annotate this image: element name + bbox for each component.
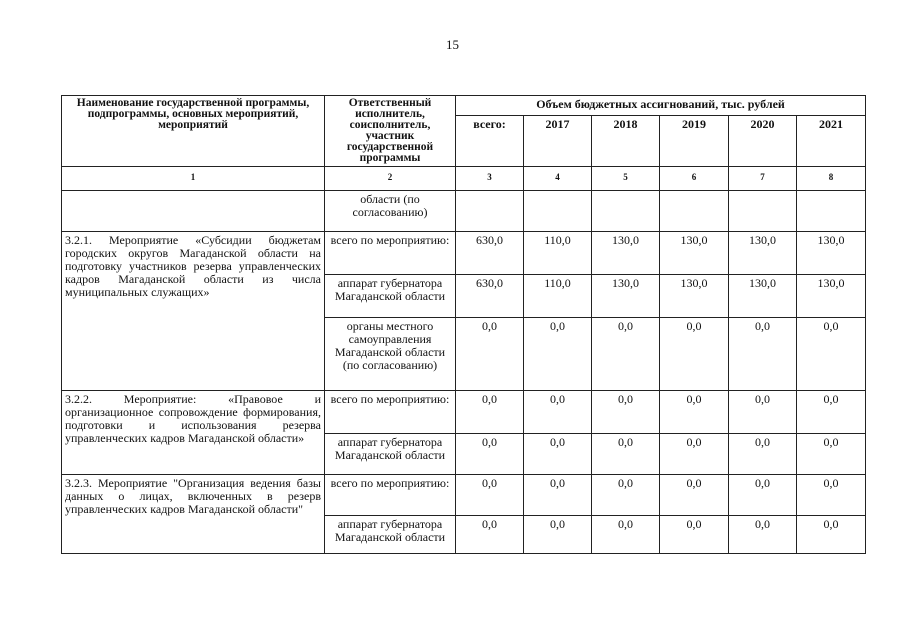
header-year-2018: 2018 xyxy=(592,115,660,166)
value-cell: 110,0 xyxy=(524,232,592,275)
value-cell: 0,0 xyxy=(797,516,866,554)
value-cell: 0,0 xyxy=(797,391,866,434)
value-cell: 0,0 xyxy=(456,318,524,391)
value-cell: 0,0 xyxy=(729,516,797,554)
value-cell: 110,0 xyxy=(524,275,592,318)
value-cell: 0,0 xyxy=(797,475,866,516)
value-cell: 130,0 xyxy=(592,275,660,318)
value-cell xyxy=(524,191,592,232)
value-cell: 0,0 xyxy=(660,475,729,516)
value-cell: 0,0 xyxy=(660,318,729,391)
column-number-row xyxy=(62,167,866,191)
responsible-cell: области (по согласованию) xyxy=(325,191,456,232)
value-cell: 0,0 xyxy=(524,475,592,516)
value-cell: 0,0 xyxy=(660,391,729,434)
value-cell: 130,0 xyxy=(797,275,866,318)
measure-cell: 3.2.2. Мероприятие: «Правовое и организационное сопровождение формирования, подготовки и использования резерва управленческих кадров Магаданской области» xyxy=(62,391,325,475)
value-cell xyxy=(660,191,729,232)
value-cell: 0,0 xyxy=(524,318,592,391)
measure-cell: 3.2.1. Мероприятие «Субсидии бюджетам городских округов Магаданской области на подготовку участников резерва управленческих кадров Магаданской области из числа муниципальных служащих» xyxy=(62,232,325,391)
value-cell: 130,0 xyxy=(592,232,660,275)
value-cell xyxy=(729,191,797,232)
value-cell: 0,0 xyxy=(524,391,592,434)
header-responsible: Ответственный исполнитель, соисполнитель, участник государственной программы xyxy=(325,96,456,167)
responsible-cell: всего по мероприятию: xyxy=(325,475,456,516)
value-cell: 630,0 xyxy=(456,232,524,275)
budget-table xyxy=(61,95,866,554)
value-cell: 0,0 xyxy=(592,318,660,391)
value-cell: 0,0 xyxy=(524,516,592,554)
value-cell: 0,0 xyxy=(592,475,660,516)
value-cell: 0,0 xyxy=(456,391,524,434)
value-cell: 0,0 xyxy=(660,434,729,475)
value-cell: 0,0 xyxy=(729,475,797,516)
value-cell: 0,0 xyxy=(797,434,866,475)
value-cell: 130,0 xyxy=(729,232,797,275)
header-year-2017: 2017 xyxy=(524,115,592,166)
column-number: 3 xyxy=(456,167,524,191)
value-cell: 0,0 xyxy=(524,434,592,475)
value-cell: 0,0 xyxy=(729,318,797,391)
table-row xyxy=(62,391,866,434)
value-cell: 0,0 xyxy=(592,516,660,554)
page-number: 15 xyxy=(446,37,459,52)
value-cell: 0,0 xyxy=(456,434,524,475)
header-name: Наименование государственной программы, подпрограммы, основных мероприятий, мероприятий xyxy=(62,96,325,167)
value-cell: 130,0 xyxy=(660,275,729,318)
responsible-cell: органы местного самоуправления Магаданской области (по согласованию) xyxy=(325,318,456,391)
value-cell: 0,0 xyxy=(729,391,797,434)
header-year-total: всего: xyxy=(456,115,524,166)
value-cell: 130,0 xyxy=(729,275,797,318)
value-cell xyxy=(797,191,866,232)
header-year-2020: 2020 xyxy=(729,115,797,166)
table-row xyxy=(62,191,866,232)
value-cell: 0,0 xyxy=(797,318,866,391)
value-cell: 0,0 xyxy=(729,434,797,475)
responsible-cell: всего по мероприятию: xyxy=(325,232,456,275)
value-cell: 0,0 xyxy=(660,516,729,554)
column-number: 4 xyxy=(524,167,592,191)
value-cell: 630,0 xyxy=(456,275,524,318)
value-cell: 130,0 xyxy=(660,232,729,275)
value-cell: 0,0 xyxy=(456,516,524,554)
value-cell xyxy=(456,191,524,232)
value-cell: 0,0 xyxy=(592,391,660,434)
column-number: 8 xyxy=(797,167,866,191)
column-number: 5 xyxy=(592,167,660,191)
responsible-cell: аппарат губернатора Магаданской области xyxy=(325,516,456,554)
measure-cell xyxy=(62,191,325,232)
responsible-cell: всего по мероприятию: xyxy=(325,391,456,434)
value-cell: 0,0 xyxy=(456,475,524,516)
column-number: 6 xyxy=(660,167,729,191)
column-number: 1 xyxy=(62,167,325,191)
responsible-cell: аппарат губернатора Магаданской области xyxy=(325,434,456,475)
table-row xyxy=(62,232,866,275)
header-year-2019: 2019 xyxy=(660,115,729,166)
value-cell: 0,0 xyxy=(592,434,660,475)
header-volume: Объем бюджетных ассигнований, тыс. рублей xyxy=(456,96,866,116)
value-cell xyxy=(592,191,660,232)
measure-cell: 3.2.3. Мероприятие "Организация ведения базы данных о лицах, включенных в резерв управленческих кадров Магаданской области" xyxy=(62,475,325,554)
value-cell: 130,0 xyxy=(797,232,866,275)
column-number: 7 xyxy=(729,167,797,191)
table-row xyxy=(62,475,866,516)
responsible-cell: аппарат губернатора Магаданской области xyxy=(325,275,456,318)
header-year-2021: 2021 xyxy=(797,115,866,166)
column-number: 2 xyxy=(325,167,456,191)
